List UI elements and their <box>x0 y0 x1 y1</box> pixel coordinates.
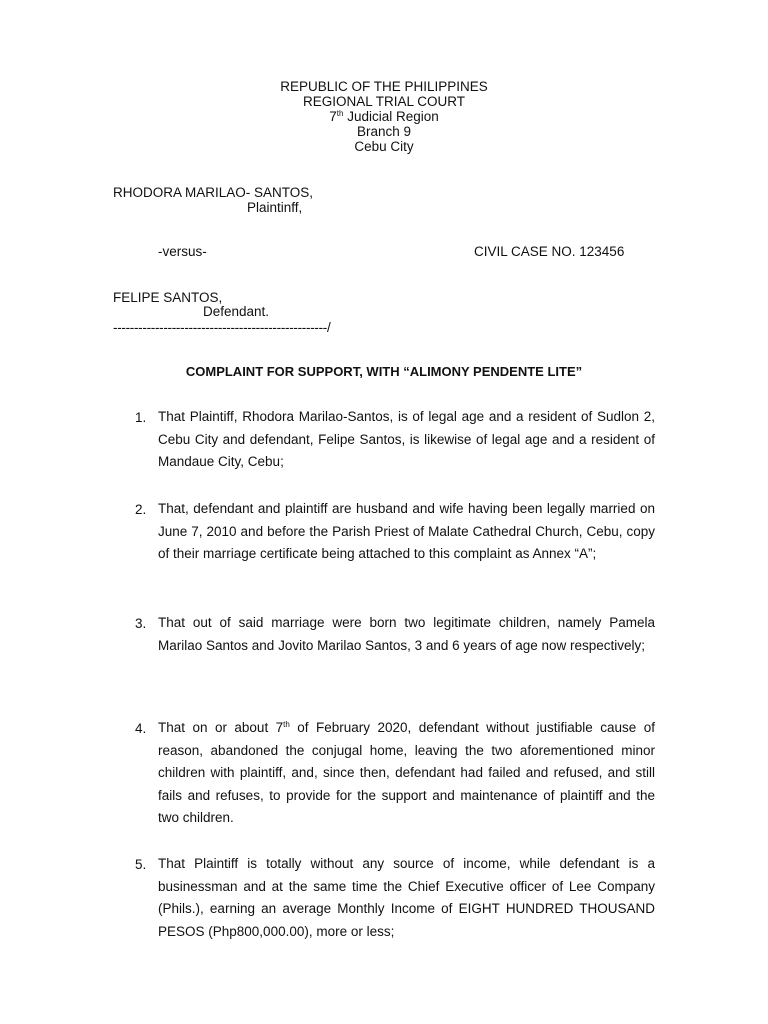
caption-separator: ---------------------------------------------------/ <box>113 320 331 335</box>
item-line: complaint as Annex “A”; <box>453 546 597 561</box>
header-city: Cebu City <box>354 139 414 154</box>
region-number: 7 <box>329 109 337 124</box>
complaint-title: COMPLAINT FOR SUPPORT, WITH “ALIMONY PENDENTE LITE” <box>185 364 583 379</box>
item-line: Church, Cebu, copy of their marriage certificate being attached to this <box>158 523 655 561</box>
item-text <box>158 612 655 657</box>
header-republic: REPUBLIC OF THE PHILIPPINES <box>280 79 488 94</box>
versus-label: -versus- <box>158 244 207 259</box>
item-line: HUNDRED THOUSAND PESOS (Php800,000.00), more or less; <box>158 901 655 939</box>
defendant-role: Defendant. <box>203 304 270 319</box>
header-region <box>0 109 768 124</box>
case-number: CIVIL CASE NO. 123456 <box>474 244 625 259</box>
defendant-name: FELIPE SANTOS, <box>113 290 223 305</box>
header-court: REGIONAL TRIAL COURT <box>302 94 466 109</box>
item-line: Company (Phils.), earning an average Monthly Income of EIGHT <box>158 878 655 916</box>
item-line: refused, and still fails and refuses, to provide for the support and <box>158 765 655 803</box>
item-line: of reason, abandoned the conjugal home, leaving the two aforementioned <box>158 720 655 758</box>
item-line: That Plaintiff is totally without any source of income, while defendant is a <box>158 856 655 871</box>
item-text <box>158 498 655 566</box>
item-line: That out of said marriage were born two legitimate children, namely <box>158 615 602 630</box>
item-text <box>158 717 655 830</box>
item-line: Pamela Marilao Santos and Jovito Marilao Santos, 3 and 6 years of age <box>158 615 655 653</box>
item-line: businessman and at the same time the Chief Executive officer of Lee <box>158 878 592 894</box>
item-line: now respectively; <box>541 637 646 653</box>
item-line: That Plaintiff, Rhodora Marilao-Santos, is of legal age and a resident of <box>158 409 593 424</box>
item-line: minor children with plaintiff, and, since then, defendant had failed and <box>158 742 655 780</box>
region-ordinal: th <box>336 109 344 118</box>
item-line: That, defendant and plaintiff are husband and wife having been legally <box>158 501 586 516</box>
item-number: 3. <box>135 616 147 631</box>
plaintiff-name: RHODORA MARILAO- SANTOS, <box>113 185 314 200</box>
item-line: That on or about 7th of February 2020, defendant without justifiable cause <box>158 720 637 735</box>
item-number: 1. <box>135 410 147 425</box>
item-number: 5. <box>135 857 147 872</box>
item-text <box>158 406 655 474</box>
item-line: age and a resident of Mandaue City, Cebu; <box>158 431 655 469</box>
plaintiff-role: Plaintinff, <box>247 200 303 215</box>
header-branch: Branch 9 <box>356 124 412 139</box>
item-line: maintenance of plaintiff and the two children. <box>158 787 655 825</box>
item-number: 2. <box>135 502 147 517</box>
item-line: married on June 7, 2010 and before the Parish Priest of Malate Cathedral <box>158 501 655 539</box>
item-text <box>158 853 655 943</box>
item-number: 4. <box>135 721 147 736</box>
item-line: Sudlon 2, Cebu City and defendant, Felipe Santos, is likewise of legal <box>158 409 656 447</box>
region-label: Judicial Region <box>343 109 439 124</box>
